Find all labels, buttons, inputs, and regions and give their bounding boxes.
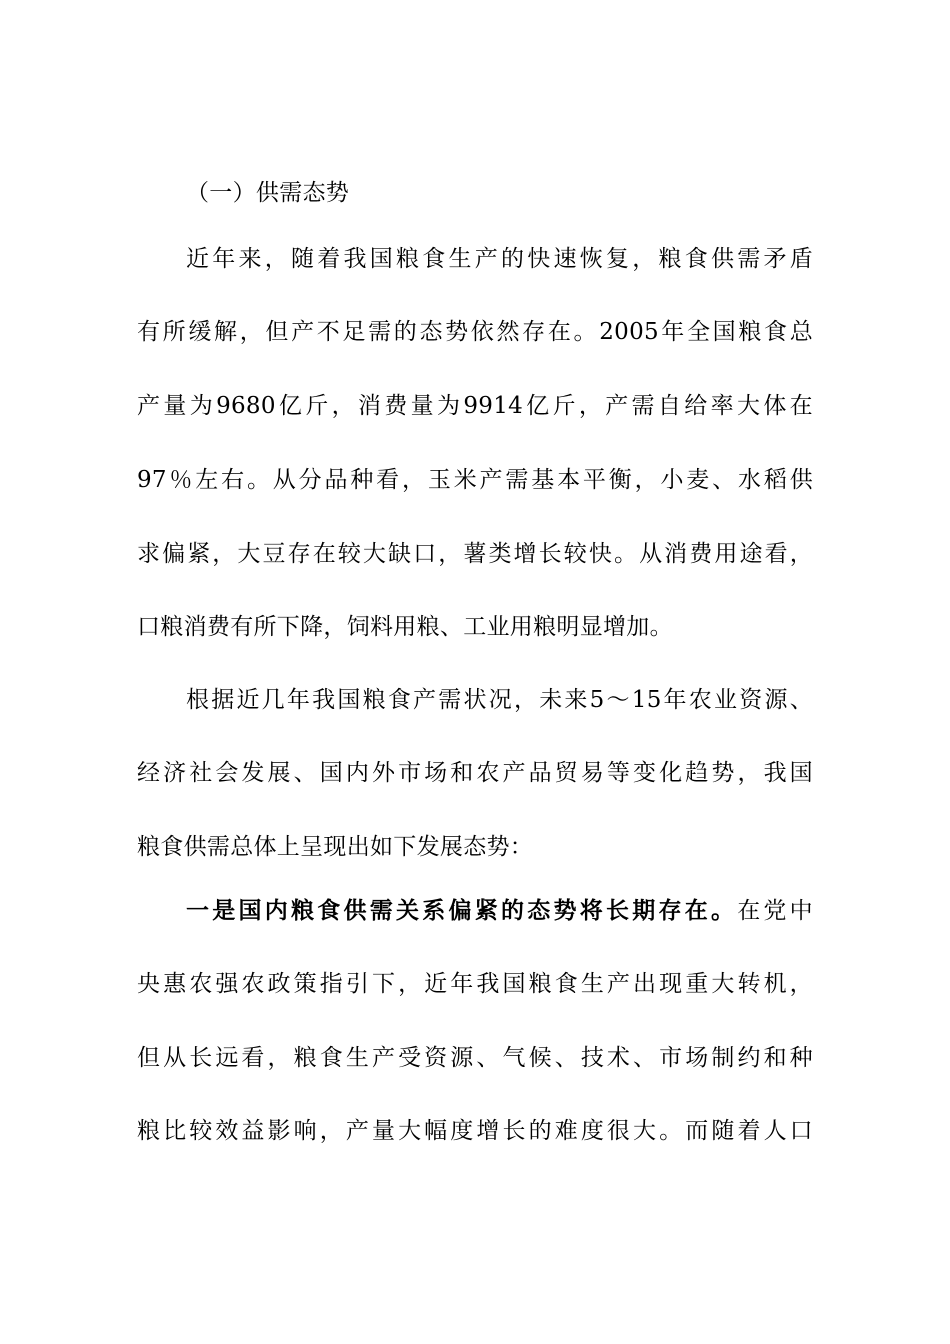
paragraph-line: 粮比较效益影响，产量大幅度增长的难度很大。而随着人口 [137,1118,813,1144]
paragraph-line: 求偏紧，大豆存在较大缺口，薯类增长较快。从消费用途看， [137,541,813,567]
paragraph-line: 产量为9680亿斤，消费量为9914亿斤，产需自给率大体在 [137,393,813,419]
bold-lead-sentence: 一是国内粮食供需关系偏紧的态势将长期存在。 [186,897,738,924]
paragraph-line: 但从长远看，粮食生产受资源、气候、技术、市场制约和种 [137,1045,813,1071]
lead-rest: 在党中 [737,898,813,924]
paragraph-line: 有所缓解，但产不足需的态势依然存在。2005年全国粮食总 [137,319,813,345]
paragraph-line: 近年来，随着我国粮食生产的快速恢复，粮食供需矛盾 [186,246,813,272]
paragraph-line: 粮食供需总体上呈现出如下发展态势： [137,834,534,860]
paragraph-line: 根据近几年我国粮食产需状况，未来5～15年农业资源、 [186,687,813,713]
paragraph-line: 97％左右。从分品种看，玉米产需基本平衡，小麦、水稻供 [137,467,813,493]
paragraph-line: 央惠农强农政策指引下，近年我国粮食生产出现重大转机， [137,971,813,997]
section-heading: （一）供需态势 [186,180,350,206]
paragraph-line: 口粮消费有所下降，饲料用粮、工业用粮明显增加。 [137,614,673,640]
paragraph-line [186,896,813,926]
paragraph-line: 经济社会发展、国内外市场和农产品贸易等变化趋势，我国 [137,760,813,786]
